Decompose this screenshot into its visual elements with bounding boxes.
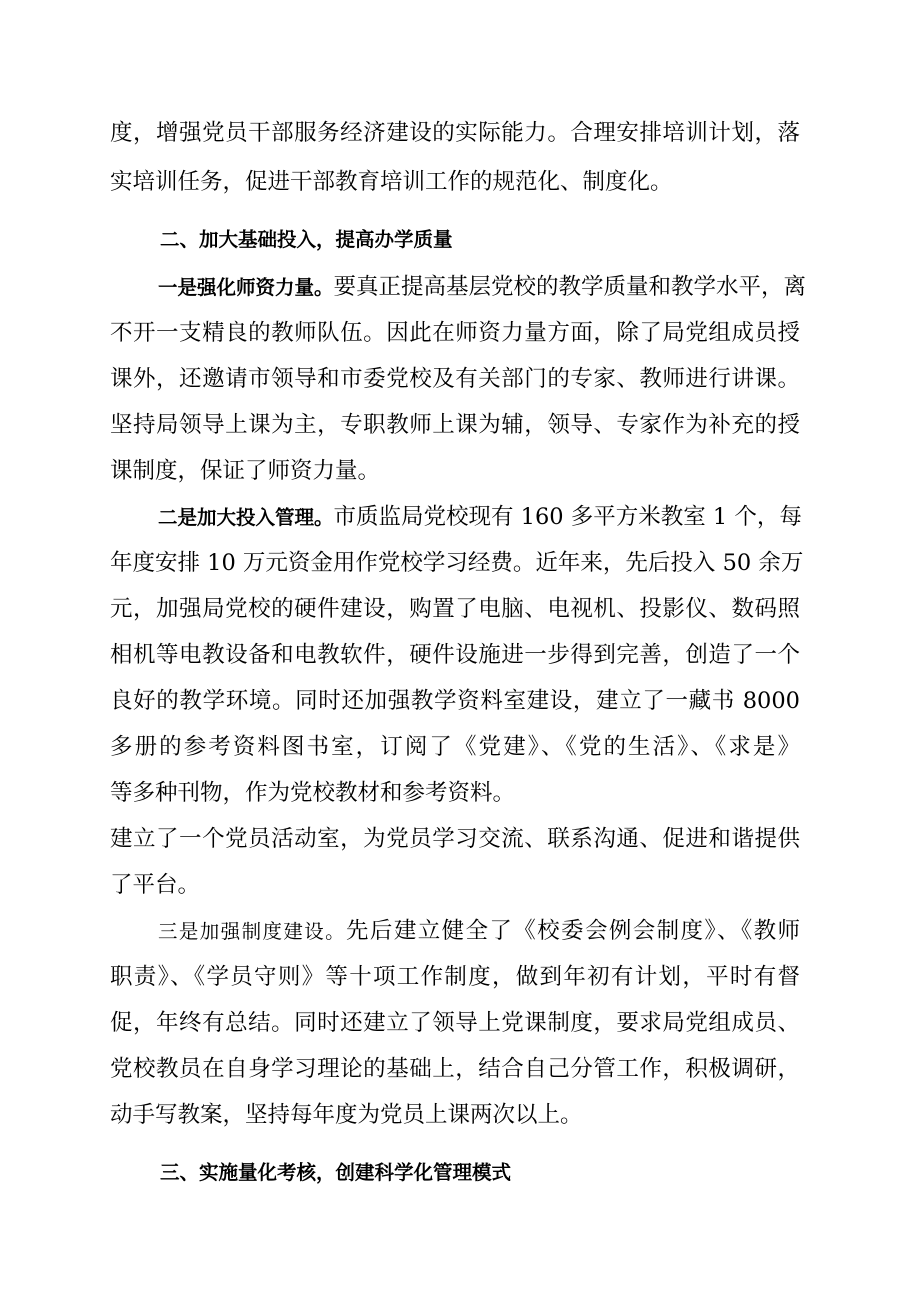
paragraph-4-line-5: 动手写教案，坚持每年度为党员上课两次以上。: [110, 1102, 583, 1128]
paragraph-4-line-2: 职责》、《学员守则》等十项工作制度，做到年初有计划，平时有督: [110, 964, 800, 990]
paragraph-1-lead: 一是强化师资力量。: [158, 276, 334, 299]
paragraph-2-line-4: 相机等电教设备和电教软件，硬件设施进一步得到完善，创造了一个: [110, 642, 800, 668]
paragraph-4-lead: 三是加强制度建设。: [158, 920, 347, 943]
paragraph-3-line-1: 建立了一个党员活动室，为党员学习交流、联系沟通、促进和谐提供: [110, 826, 800, 852]
section-heading-2: 二、加大基础投入，提高办学质量: [160, 228, 453, 251]
paragraph-0-line-1: 度，增强党员干部服务经济建设的实际能力。合理安排培训计划，落: [110, 120, 800, 146]
paragraph-4-line-1: [158, 916, 800, 947]
paragraph-2-line-6: 多册的参考资料图书室，订阅了《党建》、《党的生活》、《求是》: [110, 734, 800, 760]
paragraph-2-lead: 二是加大投入管理。: [158, 506, 334, 529]
paragraph-1-line-2: 不开一支精良的教师队伍。因此在师资力量方面，除了局党组成员授: [110, 320, 800, 346]
paragraph-1-line-3: 课外，还邀请市领导和市委党校及有关部门的专家、教师进行讲课。: [110, 366, 800, 392]
paragraph-4-line-3: 促，年终有总结。同时还建立了领导上党课制度，要求局党组成员、: [110, 1010, 800, 1036]
paragraph-1-line-5: 课制度，保证了师资力量。: [110, 458, 381, 484]
paragraph-0-line-2: 实培训任务，促进干部教育培训工作的规范化、制度化。: [110, 169, 673, 195]
section-heading-3: 三、实施量化考核，创建科学化管理模式: [160, 1161, 512, 1184]
paragraph-3-line-2: 了平台。: [110, 872, 201, 898]
paragraph-2-line-5: 良好的教学环境。同时还加强教学资料室建设，建立了一藏书 8000: [110, 688, 800, 714]
paragraph-1-line-4: 坚持局领导上课为主，专职教师上课为辅，领导、专家作为补充的授: [110, 412, 800, 438]
paragraph-1-line-1-text: 要真正提高基层党校的教学质量和教学水平，离: [333, 274, 807, 300]
paragraph-4-line-4: 党校教员在自身学习理论的基础上，结合自己分管工作，积极调研，: [110, 1056, 800, 1082]
paragraph-2-line-3: 元，加强局党校的硬件建设，购置了电脑、电视机、投影仪、数码照: [110, 596, 800, 622]
paragraph-2-line-1: [158, 502, 800, 533]
paragraph-4-line-1-text: 先后建立健全了《校委会例会制度》、《教师: [346, 918, 800, 944]
paragraph-2-line-2: 年度安排 10 万元资金用作党校学习经费。近年来，先后投入 50 余万: [110, 550, 804, 576]
paragraph-2-line-1-text: 市质监局党校现有 160 多平方米教室 1 个，每: [333, 504, 802, 530]
paragraph-2-line-7: 等多种刊物，作为党校教材和参考资料。: [110, 780, 516, 806]
paragraph-1-line-1: [158, 272, 807, 303]
